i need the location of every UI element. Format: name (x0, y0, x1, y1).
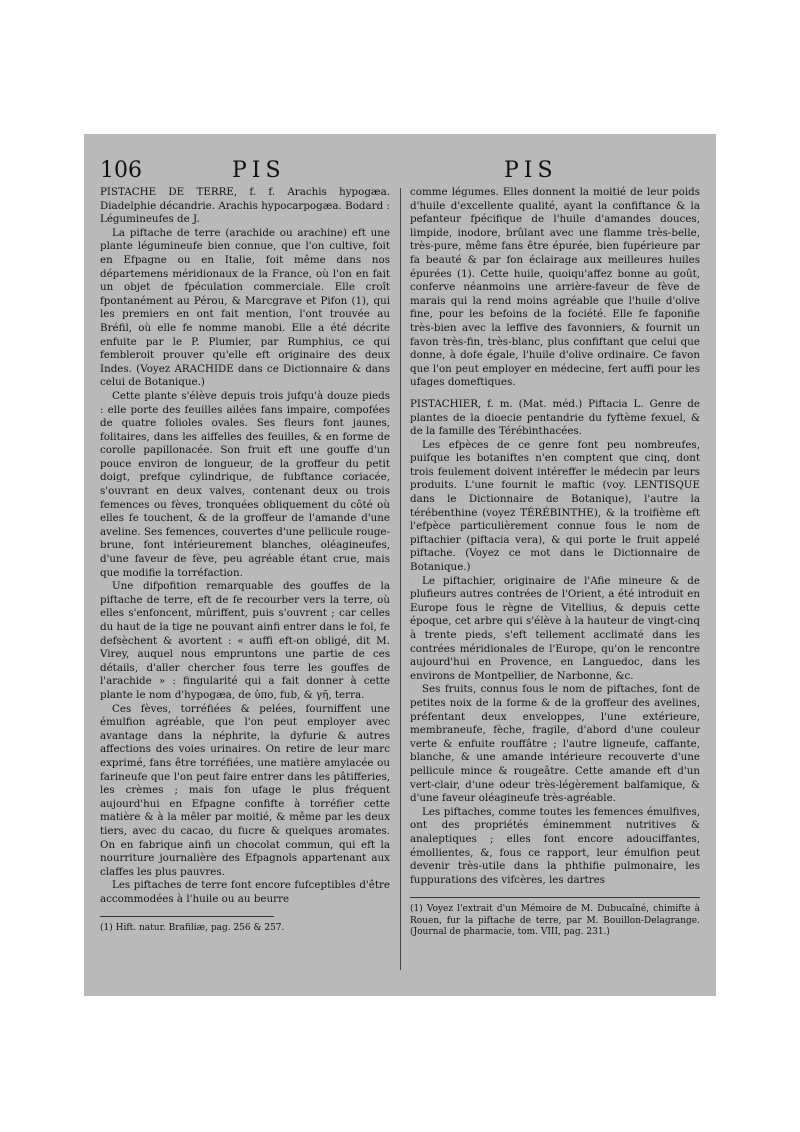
column-divider (400, 188, 401, 970)
entry-headword: PISTACHIER, (410, 397, 482, 410)
paragraph: Les piftaches, comme toutes les femences émulfives, ont des propriétés éminemment nutritives & analeptiques ; elles font encore adouciffantes, émollientes, &, fous ce rapport, leur émulfion peut devenir très-utile dans la phthifie pulmonaire, les fuppurations des vifcères, les dartres (410, 805, 700, 886)
paragraph: La piftache de terre (arachide ou arachine) eft une plante légumineufe bien connue, que l'on cultive, foit en Efpagne ou en Italie, foit même dans nos départemens méridionaux de la France, où l'on en fait un objet de fpéculation commerciale. Elle croît fpontanément au Pérou, & Marcgrave et Pifon (1), qui les premiers en ont fait mention, l'ont trouvée au Bréfil, où elle fe nomme manobi. Elle a été décrite enfuite par le P. Plumier, par Rumphius, ce qui fembleroit prouver qu'elle eft originaire des deux Indes. (Voyez ARACHIDE dans ce Dictionnaire & dans celui de Botanique.) (100, 226, 390, 389)
paragraph: Le piftachier, originaire de l'Afie mineure & de plufieurs autres contrées de l'Orient, a été introduit en Europe fous le règne de Vitellius, & depuis cette époque, cet arbre qui s'élève à la hauteur de vingt-cinq à trente pieds, s'eft tellement acclimaté dans les contrées méridionales de l'Europe, qu'on le rencontre aujourd'hui en Provence, en Languedoc, dans les environs de Montpellier, de Narbonne, &c. (410, 574, 700, 682)
entry-definition: f. f. Arachis hypogæa. Diadelphie décandrie. Arachis hypocarpogæa. Bodard : Légumineufes de J. (100, 186, 390, 226)
entry-pistache-de-terre (100, 186, 390, 227)
paragraph: Ces fèves, torréfiées & pelées, fourniffent une émulfion agréable, que l'on peut employer avec avantage dans la néphrite, la dyfurie & autres affections des voies urinaires. On retire de leur marc exprimé, fans être torréfiées, une matière amylacée ou farineufe que l'on peut faire entrer dans les pâtifferies, les crèmes ; mais fon ufage le plus fréquent aujourd'hui en Efpagne confifte à torréfier cette matière & à la mêler par moitié, & même par les deux tiers, avec du cacao, du fucre & quelques aromates. On en fabrique ainfi un chocolat commun, qui eft la nourriture journalière des Efpagnols appartenant aux claffes les plus pauvres. (100, 702, 390, 878)
left-running-title: PIS (232, 158, 286, 183)
footnote-rule (100, 916, 274, 917)
paragraph: Ses fruits, connus fous le nom de piftaches, font de petites noix de la forme & de la groffeur des avelines, préfentant deux enveloppes, l'une extérieure, membraneufe, fèche, fragile, d'abord d'une couleur verte & enfuite rouffâtre ; l'autre ligneufe, caffante, blanche, & une amande intérieure recouverte d'une pellicule mince & rougeâtre. Cette amande eft d'un vert-clair, d'une odeur très-légèrement balfamique, & d'une faveur oléagineufe très-agréable. (410, 683, 700, 805)
paragraph: Les efpèces de ce genre font peu nombreufes, puifque les botaniftes n'en comptent que cinq, dont trois feulement doivent intéreffer le médecin par leurs produits. L'une fournit le maftic (voy. LENTISQUE dans le Dictionnaire de Botanique), l'autre la térébenthine (voyez TÉRÉBINTHE), & la troifième eft l'efpèce particulièrement connue fous le nom de piftachier (piftacia vera), & qui porte le fruit appelé piftache. (Voyez ce mot dans le Dictionnaire de Botanique.) (410, 438, 700, 574)
entry-headword: PISTACHE DE TERRE, (100, 186, 238, 198)
entry-definition: f. m. (Mat. méd.) Piftacia L. Genre de plantes de la dioecie pentandrie du fyftème fexuel, & de la famille des Térébinthacées. (410, 397, 700, 438)
running-head (100, 158, 700, 184)
paragraph: comme légumes. Elles donnent la moitié de leur poids d'huile d'excellente qualité, ayant la confiftance & la pefanteur fpécifique de l'huile d'amandes douces, limpide, inodore, brûlant avec une flamme très-belle, très-pure, même fans être épurée, bien fupérieure par fa beauté & par fon éclairage aux meilleures huiles épurées (1). Cette huile, quoiqu'affez bonne au goût, conferve néanmoins une arrière-faveur de fève de marais qui la rend moins agréable que l'huile d'olive fine, pour les befoins de la fociété. Elle fe faponifie très-bien avec la leffive des favonniers, & fournit un favon très-fin, très-blanc, plus confiftant que celui que donne, à dofe égale, l'huile d'olive ordinaire. Ce favon que l'on peut employer en médecine, fert auffi pour les ufages domeftiques. (410, 186, 700, 389)
paragraph: Une difpofition remarquable des gouffes de la piftache de terre, eft de fe recourber vers la terre, où elles s'enfoncent, mûriffent, puis s'ouvrent ; car celles du haut de la tige ne pouvant ainfi entrer dans le fol, fe defsèchent & avortent : « auffi eft-on obligé, dit M. Virey, auquel nous empruntons une partie de ces détails, d'aller chercher fous terre les gouffes de l'arachide » : fingularité qui a fait donner à cette plante le nom d'hypogæa, de ὑπο, fub, & γῆ, terra. (100, 580, 390, 701)
left-column (100, 186, 390, 935)
paragraph: Cette plante s'élève depuis trois jufqu'à douze pieds : elle porte des feuilles ailées fans impaire, compofées de quatre folioles ovales. Ses fleurs font jaunes, folitaires, dans les aiffelles des feuilles, & en forme de corolle papillonacée. Son fruit eft une gouffe d'un pouce environ de longueur, de la groffeur du petit doigt, prefque cylindrique, de fubftance coriacée, s'ouvrant en deux valves, contenant deux ou trois femences ou fèves, tronquées obliquement du côté où elles fe touchent, & de la groffeur de l'amande d'une aveline. Ses femences, couvertes d'une pellicule rouge-brune, font intérieurement blanches, oléagineufes, d'une faveur de fève, peu agréable étant crue, mais que modifie la torréfaction. (100, 389, 390, 579)
right-column (410, 186, 700, 939)
right-running-title: PIS (504, 158, 558, 183)
footnote-rule (410, 897, 700, 898)
book-page (84, 134, 716, 996)
paragraph: Les piftaches de terre font encore fufceptibles d'être accommodées à l'huile ou au beurre (100, 879, 390, 905)
entry-pistachier (410, 398, 700, 439)
page-number: 106 (100, 158, 142, 183)
footnote: (1) Hift. natur. Brafiliæ, pag. 256 & 257. (100, 923, 285, 934)
footnote: (1) Voyez l'extrait d'un Mémoire de M. Dubucaîné, chimifte à Rouen, fur la piftache de terre, par M. Bouillon-Delagrange. (Journal de pharmacie, tom. VIII, pag. 231.) (410, 904, 700, 938)
